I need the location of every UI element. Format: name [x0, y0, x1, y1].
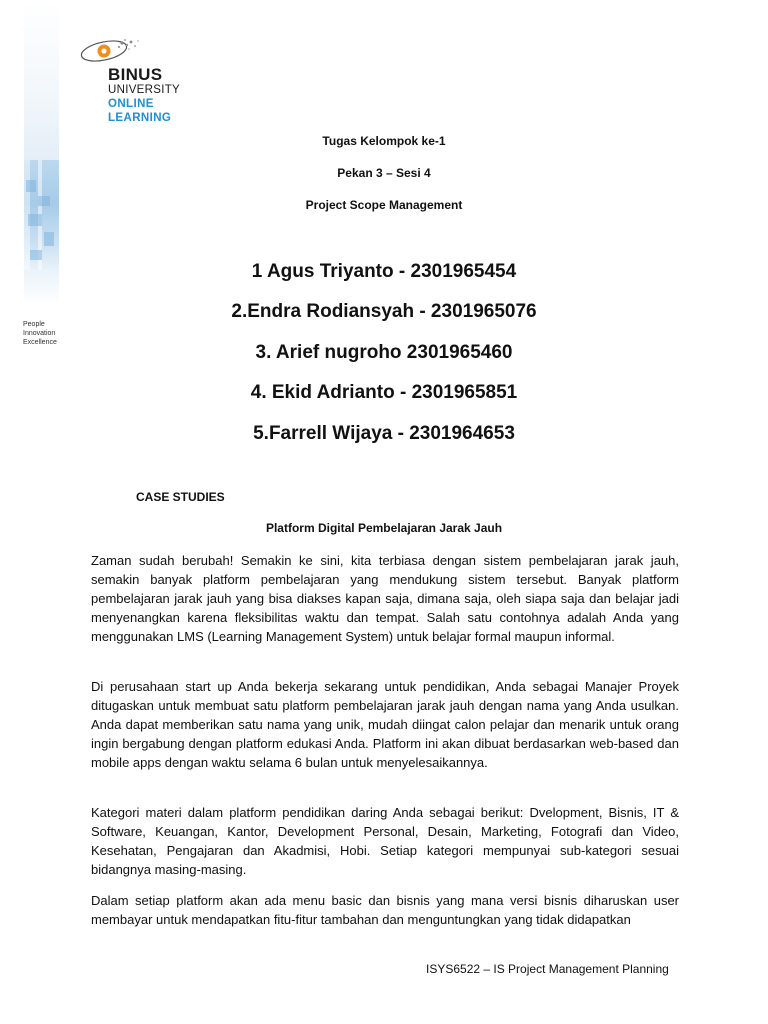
- tagline-line: Innovation: [23, 330, 56, 337]
- logo-brand: BINUS: [108, 65, 163, 84]
- logo-line: LEARNING: [108, 112, 172, 124]
- paragraph: Dalam setiap platform akan ada menu basic dan bisnis yang mana versi bisnis diharuskan user membayar untuk mendapatkan fitu-fitur tambahan dan menguntungkan yang tidak didapatkan: [91, 893, 679, 927]
- footer-course: ISYS6522 – IS Project Management Planning: [426, 962, 669, 976]
- case-title: Platform Digital Pembelajaran Jarak Jauh: [265, 521, 503, 535]
- paragraph: Kategori materi dalam platform pendidikan daring Anda sebagai berikut: Dvelopment, Bisnis, IT & Software, Keuangan, Kantor, Development Personal, Desain, Marketing, Fotografi dan Video, Kesehatan, Pengajaran dan Akadmisi, Hobi. Setiap kategori mempunyai sub-kategori sesuai bidangnya masing-masing.: [91, 805, 679, 877]
- tagline-line: Excellence: [23, 339, 57, 346]
- member-2: 2.Endra Rodiansyah - 2301965076: [231, 301, 537, 322]
- paragraph: Di perusahaan start up Anda bekerja sekarang untuk pendidikan, Anda sebagai Manajer Proyek ditugaskan untuk membuat satu platform pembelajaran jarak jauh dengan nama yang Anda usulkan. Anda dapat memberikan satu nama yang unik, mudah diingat calon pelajar dan menarik untuk orang ingin bergabung dengan platform edukasi Anda. Platform ini akan dibuat berdasarkan web-based dan mobile apps dengan waktu selama 6 bulan untuk menyelesaikannya.: [91, 679, 679, 770]
- topic-title: Project Scope Management: [305, 198, 463, 212]
- week-title: Pekan 3 – Sesi 4: [337, 166, 431, 180]
- binus-logo: [78, 35, 198, 130]
- logo-line: UNIVERSITY: [108, 84, 181, 96]
- tagline-line: People: [23, 321, 45, 328]
- member-4: 4. Ekid Adrianto - 2301965851: [250, 382, 518, 403]
- member-5: 5.Farrell Wijaya - 2301964653: [253, 423, 515, 444]
- assignment-title: Tugas Kelompok ke-1: [322, 134, 446, 148]
- member-3: 3. Arief nugroho 2301965460: [255, 342, 513, 363]
- member-1: 1 Agus Triyanto - 2301965454: [251, 261, 517, 282]
- logo-line: ONLINE: [108, 98, 154, 110]
- paragraph: Zaman sudah berubah! Semakin ke sini, kita terbiasa dengan sistem pembelajaran jarak jauh, semakin banyak platform pembelajaran yang mendukung sistem tersebut. Banyak platform pembelajaran jarak jauh yang bisa diakses kapan saja, dimana saja, oleh siapa saja dan belajar jadi menyenangkan karena fleksibilitas waktu dan tempat. Salah satu contohnya adalah Anda yang menggunakan LMS (Learning Management System) untuk belajar formal maupun informal.: [91, 553, 679, 644]
- case-studies-label: CASE STUDIES: [136, 490, 225, 504]
- decorative-side-stripe: [24, 0, 59, 305]
